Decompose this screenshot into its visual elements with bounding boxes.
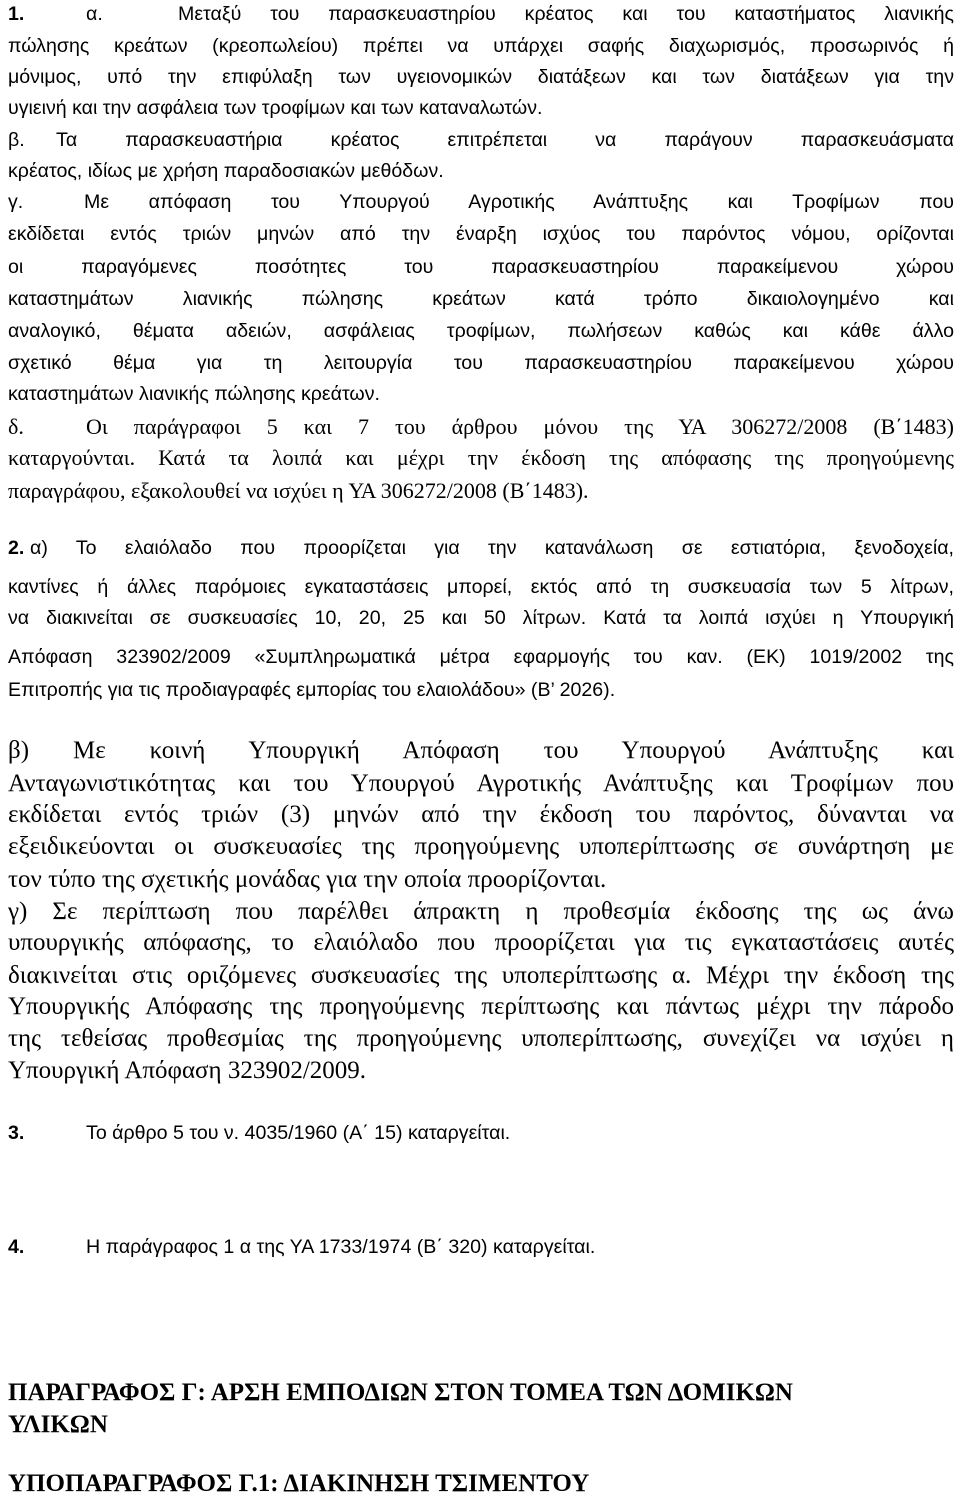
para1-a-line: πώλησης κρεάτων (κρεοπωλείου) πρέπει να υπάρχει σαφής διαχωρισμός, προσωρινός ή: [8, 35, 954, 57]
para1-c-line: καταστημάτων λιανικής πώλησης κρεάτων κατά τρόπο δικαιολογημένο και: [8, 288, 954, 310]
para2-b-line: εξειδικεύονται οι συσκευασίες της προηγούμενης υποπερίπτωσης σε συνάρτηση με: [8, 833, 954, 860]
para2-c-line: της τεθείσας προθεσμίας της προηγούμενης υποπερίπτωσης, συνεχίζει να ισχύει η: [8, 1025, 954, 1052]
para1-b-line: κρέατος, ιδίως με χρήση παραδοσιακών μεθόδων.: [8, 160, 444, 182]
para2-c-line: διακινείται στις οριζόμενες συσκευασίες της υποπερίπτωσης α. Μέχρι την έκδοση της: [8, 962, 954, 989]
para2-a-line: να διακινείται σε συσκευασίες 10, 20, 25 και 50 λίτρων. Κατά τα λοιπά ισχύει η Υπουργική: [8, 607, 954, 629]
para1-c-line: σχετικό θέμα για τη λειτουργία του παρασκευαστηρίου παρακείμενου χώρου: [8, 352, 954, 374]
para2-c-line: Υπουργική Απόφαση 323902/2009.: [8, 1057, 367, 1084]
para1-d-line: καταργούνται. Κατά τα λοιπά και μέχρι την έκδοση της απόφασης της προηγούμενης: [8, 445, 954, 470]
para2-a-line: 2. α) Το ελαιόλαδο που προορίζεται για την κατανάλωση σε εστιατόρια, ξενοδοχεία,: [8, 537, 954, 559]
para2-a-line: Απόφαση 323902/2009 «Συμπληρωματικά μέτρα εφαρμογής του καν. (ΕΚ) 1019/2002 της: [8, 646, 954, 668]
para2-a-line: Επιτροπής για τις προδιαγραφές εμπορίας του ελαιολάδου» (Β’ 2026).: [8, 679, 616, 701]
para3-line: [8, 1122, 954, 1145]
para1-c-label: γ.: [8, 191, 24, 213]
para3-text: Το άρθρο 5 του ν. 4035/1960 (Α΄ 15) καταργείται.: [86, 1122, 511, 1144]
para2-c-line: Υπουργικής Απόφασης της προηγούμενης περίπτωσης και πάντως μέχρι την πάροδο: [8, 993, 954, 1020]
para1-a-label: α.: [86, 3, 103, 25]
para1-b-label: β.: [8, 129, 25, 151]
para1-d-label: δ.: [8, 414, 24, 439]
para3-number: 3.: [8, 1122, 25, 1144]
para1-a-line: 1. α. Μεταξύ του παρασκευαστηρίου κρέατος και του καταστήματος λιανικής: [8, 3, 954, 25]
para1-d-line: δ. Οι παράγραφοι 5 και 7 του άρθρου μόνου της ΥΑ 306272/2008 (Β΄1483): [8, 414, 954, 439]
para1-c-line: οι παραγόμενες ποσότητες του παρασκευαστηρίου παρακείμενου χώρου: [8, 256, 954, 278]
para2-b-line: εκδίδεται εντός τριών (3) μηνών από την έκδοση του παρόντος, δύνανται να: [8, 801, 954, 828]
para2-c-line: γ) Σε περίπτωση που παρέλθει άπρακτη η προθεσμία έκδοσης της ως άνω: [8, 898, 954, 925]
para4-line: [8, 1236, 954, 1259]
subsection-heading: ΥΠΟΠΑΡΑΓΡΑΦΟΣ Γ.1: ΔΙΑΚΙΝΗΣΗ ΤΣΙΜΕΝΤΟΥ: [8, 1470, 590, 1497]
para2-c-line: υπουργικής απόφασης, το ελαιόλαδο που προορίζεται για τις εγκαταστάσεις αυτές: [8, 929, 954, 956]
para4-text: Η παράγραφος 1 α της ΥΑ 1733/1974 (Β΄ 320) καταργείται.: [86, 1236, 596, 1258]
para2-b-line: β) Με κοινή Υπουργική Απόφαση του Υπουργού Ανάπτυξης και: [8, 737, 954, 764]
para2-a-line: καντίνες ή άλλες παρόμοιες εγκαταστάσεις μπορεί, εκτός από τη συσκευασία των 5 λίτρων,: [8, 576, 954, 598]
para2-number: 2.: [8, 537, 25, 559]
para1-c-line: καταστημάτων λιανικής πώλησης κρεάτων.: [8, 383, 380, 405]
para1-c-line: αναλογικό, θέματα αδειών, ασφάλειας τροφίμων, πωλήσεων καθώς και κάθε άλλο: [8, 320, 954, 342]
para2-b-line: Ανταγωνιστικότητας και του Υπουργού Αγροτικής Ανάπτυξης και Τροφίμων που: [8, 770, 954, 797]
para1-a-line: υγιεινή και την ασφάλεια των τροφίμων και των καταναλωτών.: [8, 97, 543, 119]
para1-c-line: εκδίδεται εντός τριών μηνών από την έναρξη ισχύος του παρόντος νόμου, ορίζονται: [8, 223, 954, 245]
para1-d-line: παραγράφου, εξακολουθεί να ισχύει η ΥΑ 306272/2008 (Β΄1483).: [8, 478, 589, 503]
section-heading: ΠΑΡΑΓΡΑΦΟΣ Γ: ΑΡΣΗ ΕΜΠΟΔΙΩΝ ΣΤΟΝ ΤΟΜΕΑ ΤΩΝ ΔΟΜΙΚΩΝ: [8, 1379, 793, 1406]
para1-c-line: γ. Με απόφαση του Υπουργού Αγροτικής Ανάπτυξης και Τροφίμων που: [8, 191, 954, 213]
para2-b-line: τον τύπο της σχετικής μονάδας για την οποία προορίζονται.: [8, 866, 607, 893]
para1-number: 1.: [8, 3, 25, 25]
para1-b-line: β. Τα παρασκευαστήρια κρέατος επιτρέπεται να παράγουν παρασκευάσματα: [8, 129, 954, 151]
section-heading-cont: ΥΛΙΚΩΝ: [8, 1411, 108, 1438]
para1-a-line: μόνιμος, υπό την επιφύλαξη των υγειονομικών διατάξεων και των διατάξεων για την: [8, 66, 954, 88]
para4-number: 4.: [8, 1236, 25, 1258]
